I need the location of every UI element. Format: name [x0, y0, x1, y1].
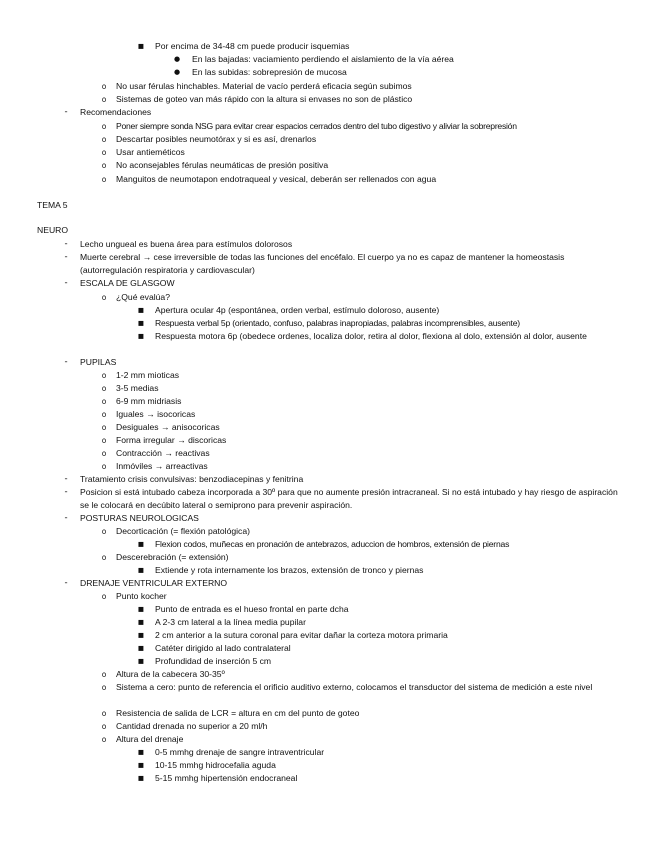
circle-bullet-icon: o: [101, 553, 107, 562]
dot-bullet-icon: ●: [173, 55, 181, 63]
list-item: [0, 590, 655, 603]
circle-bullet-icon: o: [101, 735, 107, 744]
list-item: [0, 512, 655, 525]
list-item-text: Respuesta motora 6p (obedece ordenes, localiza dolor, retira al dolor, flexiona al dolo, extensión al dolor, ausente: [155, 331, 587, 341]
list-item: [0, 304, 655, 317]
list-item-text: Descerebración (= extensión): [116, 552, 229, 562]
square-bullet-icon: ■: [137, 657, 145, 665]
list-item: [0, 238, 655, 251]
dash-bullet-icon: -: [64, 252, 68, 262]
list-item-text: Muerte cerebral → cese irreversible de todas las funciones del encéfalo. El cuerpo ya no es capaz de mantener la homeostasis (autorregulación respiratoria y cardiovascular): [80, 252, 565, 276]
list-item: [0, 681, 655, 707]
list-item-text: Usar antieméticos: [116, 147, 185, 157]
list-item-text: Lecho ungueal es buena área para estímulos dolorosos: [80, 239, 293, 249]
list-item: [0, 577, 655, 590]
dash-bullet-icon: -: [64, 474, 68, 484]
square-bullet-icon: ■: [137, 319, 145, 327]
list-item: [0, 80, 655, 93]
list-item: [0, 93, 655, 106]
list-item-text: DRENAJE VENTRICULAR EXTERNO: [80, 578, 228, 588]
list-item-text: No aconsejables férulas neumáticas de presión positiva: [116, 160, 329, 170]
list-item: [0, 447, 655, 460]
list-item: [0, 551, 655, 564]
list-item-text: No usar férulas hinchables. Material de vacío perderá eficacia según subimos: [116, 81, 412, 91]
circle-bullet-icon: o: [101, 722, 107, 731]
list-item-text: 3-5 medias: [116, 383, 159, 393]
list-item-text: Resistencia de salida de LCR = altura en cm del punto de goteo: [116, 708, 360, 718]
list-item: [0, 642, 655, 655]
list-item: [0, 655, 655, 668]
circle-bullet-icon: o: [101, 683, 107, 692]
list-item-text: Profundidad de inserción 5 cm: [155, 656, 272, 666]
circle-bullet-icon: o: [101, 95, 107, 104]
list-item-text: Forma irregular → discoricas: [116, 435, 227, 445]
list-item-text: Catéter dirigido al lado contralateral: [155, 643, 291, 653]
list-item: [0, 746, 655, 759]
circle-bullet-icon: o: [101, 148, 107, 157]
list-item-text: Extiende y rota internamente los brazos, extensión de tronco y piernas: [155, 565, 424, 575]
list-item-text: PUPILAS: [80, 357, 117, 367]
list-item-text: Contracción → reactivas: [116, 448, 210, 458]
list-item-text: 2 cm anterior a la sutura coronal para evitar dañar la corteza motora primaria: [155, 630, 448, 640]
circle-bullet-icon: o: [101, 592, 107, 601]
list-item: [0, 277, 655, 290]
circle-bullet-icon: o: [101, 410, 107, 419]
square-bullet-icon: ■: [137, 618, 145, 626]
list-item: [0, 759, 655, 772]
list-item: [0, 720, 655, 733]
list-item-text: Inmóviles → arreactivas: [116, 461, 208, 471]
list-item-text: Altura del drenaje: [116, 734, 184, 744]
circle-bullet-icon: o: [101, 709, 107, 718]
circle-bullet-icon: o: [101, 397, 107, 406]
list-item: [0, 564, 655, 577]
circle-bullet-icon: o: [101, 122, 107, 131]
circle-bullet-icon: o: [101, 371, 107, 380]
list-item-text: Cantidad drenada no superior a 20 ml/h: [116, 721, 268, 731]
list-item: [0, 772, 655, 785]
list-item: [0, 616, 655, 629]
list-item-text: Posicion si está intubado cabeza incorporada a 30º para que no aumente presión intracraneal. Si no está intubado y hay riesgo de aspiración se le colocará en decúbito lateral o semiprono para prevenir aspiración.: [80, 487, 618, 511]
list-item-text: Recomendaciones: [80, 107, 152, 117]
square-bullet-icon: ■: [137, 761, 145, 769]
list-item: [0, 395, 655, 408]
list-item-text: ESCALA DE GLASGOW: [80, 278, 175, 288]
list-item-text: En las subidas: sobrepresión de mucosa: [192, 67, 347, 77]
list-item-text: 5-15 mmhg hipertensión endocraneal: [155, 773, 298, 783]
list-item: [0, 733, 655, 746]
circle-bullet-icon: o: [101, 436, 107, 445]
dash-bullet-icon: -: [64, 487, 68, 497]
list-item-text: En las bajadas: vaciamiento perdiendo el aislamiento de la vía aérea: [192, 54, 454, 64]
list-item-text: POSTURAS NEUROLOGICAS: [80, 513, 199, 523]
list-item-text: Decorticación (= flexión patológica): [116, 526, 250, 536]
list-item: [0, 707, 655, 720]
list-item-text: Manguitos de neumotapon endotraqueal y vesical, deberán ser rellenados con agua: [116, 174, 437, 184]
list-item-text: Poner siempre sonda NSG para evitar crear espacios cerrados dentro del tubo digestivo y aliviar la sobrepresión: [116, 121, 517, 131]
list-item-text: 6-9 mm midriasis: [116, 396, 182, 406]
list-item: [0, 133, 655, 146]
circle-bullet-icon: o: [101, 161, 107, 170]
list-item: [0, 120, 655, 133]
list-item: [0, 159, 655, 172]
list-item-text: Flexion codos, muñecas en pronación de antebrazos, aduccion de hombros, extensión de piernas: [155, 539, 510, 549]
square-bullet-icon: ■: [137, 306, 145, 314]
list-item-text: Sistema a cero: punto de referencia el orificio auditivo externo, colocamos el transductor del sistema de medición a este nivel: [116, 682, 593, 692]
list-item: [0, 317, 655, 330]
list-item: [0, 330, 655, 356]
list-item-text: Desiguales → anisocoricas: [116, 422, 220, 432]
list-item: [0, 629, 655, 642]
square-bullet-icon: ■: [137, 748, 145, 756]
dot-bullet-icon: ●: [173, 68, 181, 76]
square-bullet-icon: ■: [137, 332, 145, 340]
circle-bullet-icon: o: [101, 423, 107, 432]
circle-bullet-icon: o: [101, 462, 107, 471]
list-item: [0, 40, 655, 53]
list-item: [0, 356, 655, 369]
square-bullet-icon: ■: [137, 644, 145, 652]
circle-bullet-icon: o: [101, 527, 107, 536]
list-item: [0, 603, 655, 616]
dash-bullet-icon: -: [64, 239, 68, 249]
square-bullet-icon: ■: [137, 605, 145, 613]
dash-bullet-icon: -: [64, 578, 68, 588]
list-item: [0, 408, 655, 421]
list-item-text: ¿Qué evalúa?: [116, 292, 170, 302]
section-heading-neuro: NEURO: [37, 225, 69, 235]
circle-bullet-icon: o: [101, 82, 107, 91]
list-item-text: A 2-3 cm lateral a la línea media pupilar: [155, 617, 306, 627]
circle-bullet-icon: o: [101, 175, 107, 184]
list-item-text: Apertura ocular 4p (espontánea, orden verbal, estímulo doloroso, ausente): [155, 305, 440, 315]
list-item: [0, 538, 655, 551]
square-bullet-icon: ■: [137, 566, 145, 574]
dash-bullet-icon: -: [64, 357, 68, 367]
list-item-text: Punto de entrada es el hueso frontal en parte dcha: [155, 604, 349, 614]
list-item-text: Descartar posibles neumotórax y si es así, drenarlos: [116, 134, 317, 144]
square-bullet-icon: ■: [137, 774, 145, 782]
dash-bullet-icon: -: [64, 107, 68, 117]
square-bullet-icon: ■: [137, 631, 145, 639]
list-item: [0, 486, 655, 512]
list-item-text: Iguales → isocoricas: [116, 409, 196, 419]
circle-bullet-icon: o: [101, 293, 107, 302]
list-item-text: 1-2 mm mioticas: [116, 370, 180, 380]
list-item-text: Sistemas de goteo van más rápido con la altura si envases no son de plástico: [116, 94, 413, 104]
list-item: [0, 473, 655, 486]
list-item-text: 0-5 mmhg drenaje de sangre intraventricular: [155, 747, 325, 757]
dash-bullet-icon: -: [64, 513, 68, 523]
list-item: [0, 291, 655, 304]
list-item: [0, 66, 655, 79]
list-item-text: Tratamiento crisis convulsivas: benzodiacepinas y fenitrina: [80, 474, 304, 484]
list-item-text: Punto kocher: [116, 591, 167, 601]
list-item: [0, 146, 655, 159]
list-item: [0, 369, 655, 382]
square-bullet-icon: ■: [137, 42, 145, 50]
circle-bullet-icon: o: [101, 384, 107, 393]
list-item: [0, 173, 655, 186]
list-item: [0, 434, 655, 447]
circle-bullet-icon: o: [101, 135, 107, 144]
list-item: [0, 421, 655, 434]
list-item-text: Por encima de 34-48 cm puede producir isquemias: [155, 41, 350, 51]
square-bullet-icon: ■: [137, 540, 145, 548]
list-item: [0, 460, 655, 473]
section-heading-tema-5: TEMA 5: [37, 200, 68, 210]
list-item-text: Respuesta verbal 5p (orientado, confuso, palabras inapropiadas, palabras incomprensibles, ausente): [155, 318, 520, 328]
list-item: [0, 525, 655, 538]
circle-bullet-icon: o: [101, 670, 107, 679]
list-item: [0, 251, 655, 277]
list-item: [0, 382, 655, 395]
list-item-text: 10-15 mmhg hidrocefalia aguda: [155, 760, 276, 770]
list-item: [0, 668, 655, 681]
list-item: [0, 106, 655, 119]
list-item: [0, 53, 655, 66]
circle-bullet-icon: o: [101, 449, 107, 458]
dash-bullet-icon: -: [64, 278, 68, 288]
list-item-text: Altura de la cabecera 30-35º: [116, 669, 225, 679]
